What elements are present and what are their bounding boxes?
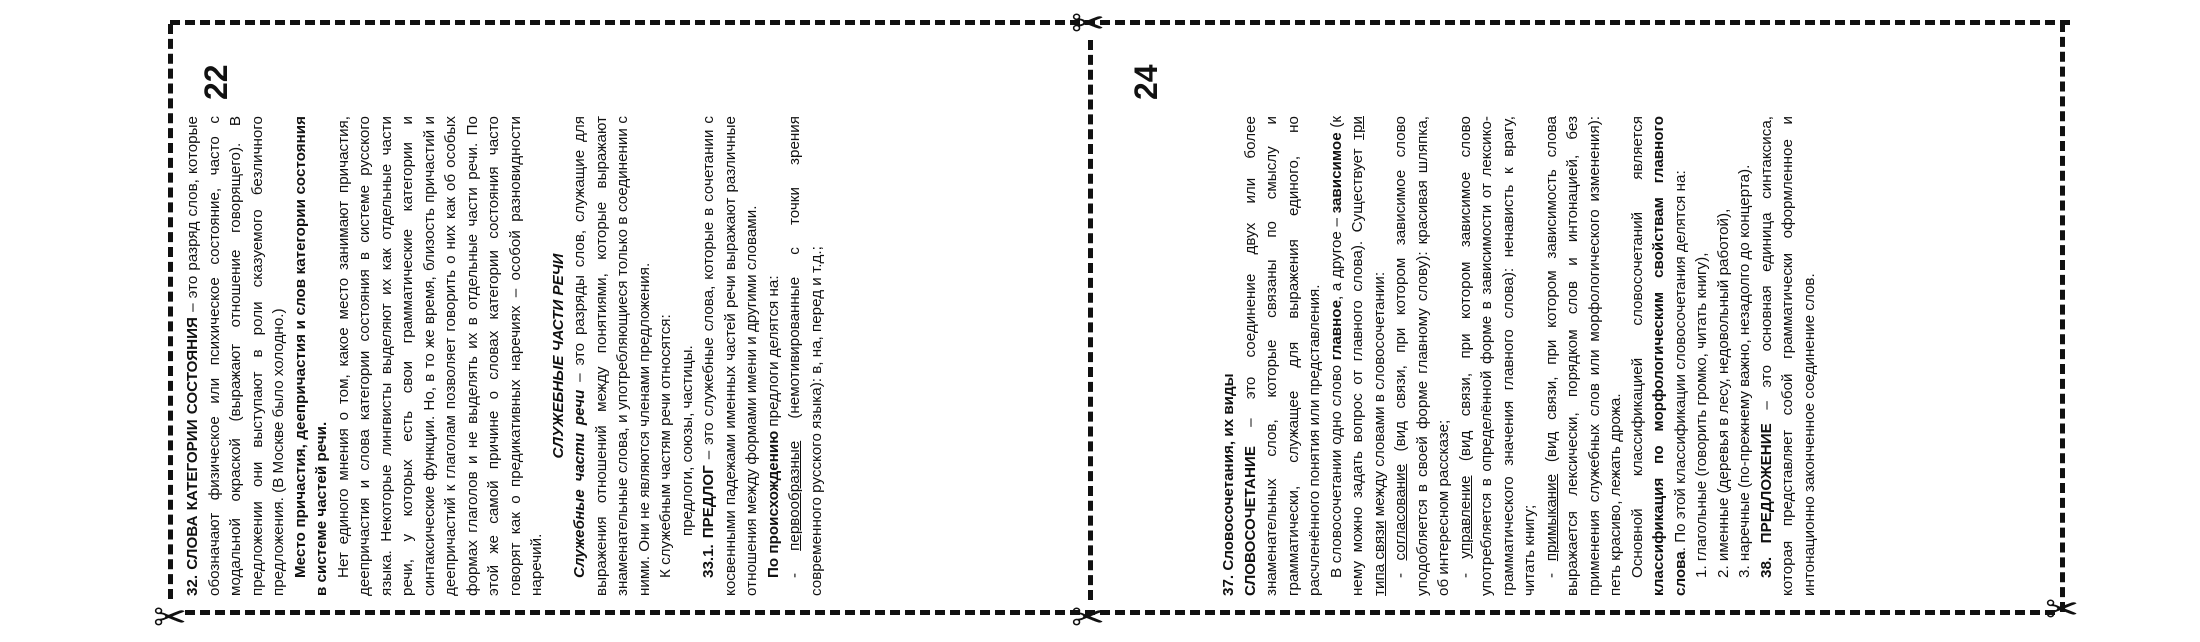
place-heading-paragraph xyxy=(290,116,333,596)
section-32-title: 32. СЛОВА КАТЕГОРИИ СОСТОЯНИЯ xyxy=(184,317,201,596)
place-paragraph: Нет единого мнения о том, какое место занимают причастия, деепричастия и слова категории состояния в системе русского языка. Некоторые лингвисты выделяют их как отдельные части речи, у которых есть свои грамматические категории и синтаксические функции. Но, в то же время, близость причастий и деепричастий к глаголам позволяет говорить о них как об особых формах глаголов и не выделять их в отдельные части речи. По этой же самой причине о словах категории состояния часто говорят как о предикативных наречиях – особой разновидности наречий. xyxy=(334,116,545,596)
service-heading: СЛУЖЕБНЫЕ ЧАСТИ РЕЧИ xyxy=(549,253,567,459)
link-type-adjunction: - примыкание (вид связи, при котором зависимость слова выражается лексически, порядком слов и интонацией, без применения служебных слов или морфологического изменения): петь красиво, лежать дрожа. xyxy=(1542,116,1624,596)
origin-paragraph: По происхождению предлоги делятся на: xyxy=(764,275,782,578)
cut-line-left xyxy=(168,24,173,599)
service-heading-paragraph xyxy=(548,116,570,596)
cut-line-bottom xyxy=(185,610,2055,615)
section-331: 33.1. ПРЕДЛОГ – это служебные слова, которые в сочетании с косвенными падежами именных частей речи выражают различные отношения между формами имени и другими словами. xyxy=(700,115,760,596)
cut-line-right xyxy=(2060,22,2065,612)
left-column xyxy=(182,116,1052,596)
place-heading: Место причастия, деепричастия и слов категории состояния в системе частей речи. xyxy=(291,116,330,596)
classification-item-1: 1. глагольные (говорить громко, читать книгу), xyxy=(1693,252,1710,578)
classification-item-3: 3. наречные (по-прежнему важно, незадолго до концерта). xyxy=(1736,164,1753,578)
service-paragraph: Служебные части речи – это разряды слов, служащие для выражения отношений между понятиями, которые выражают знаменательные слова, и употребляющиеся только в соединении с ними. Они не являются членами предложения. xyxy=(571,116,653,596)
scissors-icon: ✂ xyxy=(153,595,187,641)
section-38-title: 38. ПРЕДЛОЖЕНИЕ xyxy=(1757,423,1775,578)
service-list: предлоги, союзы, частицы. xyxy=(678,345,696,536)
link-type-agreement: - согласование (вид связи, при котором зависимое слово уподобляется в своей форме главному слову): красивая шляпка, об интересном рассказе; xyxy=(1392,116,1452,596)
section-331-title: 33.1. ПРЕДЛОГ xyxy=(700,465,717,578)
right-column xyxy=(1140,116,2040,596)
main-dependent-paragraph: В словосочетании одно слово главное, а другое – зависимое (к нему можно задать вопрос от главного слова). Существует три типа связи между словами в словосочетании: xyxy=(1327,115,1388,596)
section-37-title: 37. Словосочетания, их виды xyxy=(1220,373,1237,596)
cut-line-middle xyxy=(1088,40,1093,600)
page-number-left: 22 xyxy=(198,64,234,100)
section-37-title-paragraph xyxy=(1218,116,1240,596)
section-37: СЛОВОСОЧЕТАНИЕ – это соединение двух или более знаменательных слов, которые связаны по смыслу и грамматически, служащее для выражения единого, но расчленённого понятия или представления. xyxy=(1241,116,1323,596)
section-32: 32. СЛОВА КАТЕГОРИИ СОСТОЯНИЯ – это разряд слов, которые обозначают физическое или психическое состояние, часто с модальной окраской (выражают отношение говорящего). В предложении они выступают в роли сказуемого безличного предложения. (В Москве было холодно.) xyxy=(184,116,287,596)
cut-line-top xyxy=(170,20,2070,25)
origin-item: - первообразные (немотивированные с точки зрения современного русского языка): в, на, перед и т.д.; xyxy=(786,116,825,596)
service-list-intro: К служебным частям речи относятся: xyxy=(657,314,674,578)
section-38: 38. ПРЕДЛОЖЕНИЕ – это основная единица синтаксиса, которая представляет собой грамматически оформленное и интонационно законченное соединение слов. xyxy=(1757,115,1818,596)
classification-item-2: 2. именные (деревья в лесу, недовольный работой), xyxy=(1714,208,1732,578)
classification-paragraph: Основной классификацией словосочетаний является классификация по морфологическим свойствам главного слова. По этой классификации словосочетания делятся на: xyxy=(1628,116,1689,596)
scissors-icon: ✂ xyxy=(2045,587,2079,633)
scissors-icon: ✂ xyxy=(1071,595,1105,641)
scissors-icon: ✂ xyxy=(1071,1,1105,47)
link-type-government: - управление (вид связи, при котором зависимое слово употребляется в определённой форме в зависимости от лексико-грамматического значения главного слова): ненависть к врагу, читать книгу; xyxy=(1456,116,1538,596)
page-number-right: 24 xyxy=(1128,64,1164,100)
